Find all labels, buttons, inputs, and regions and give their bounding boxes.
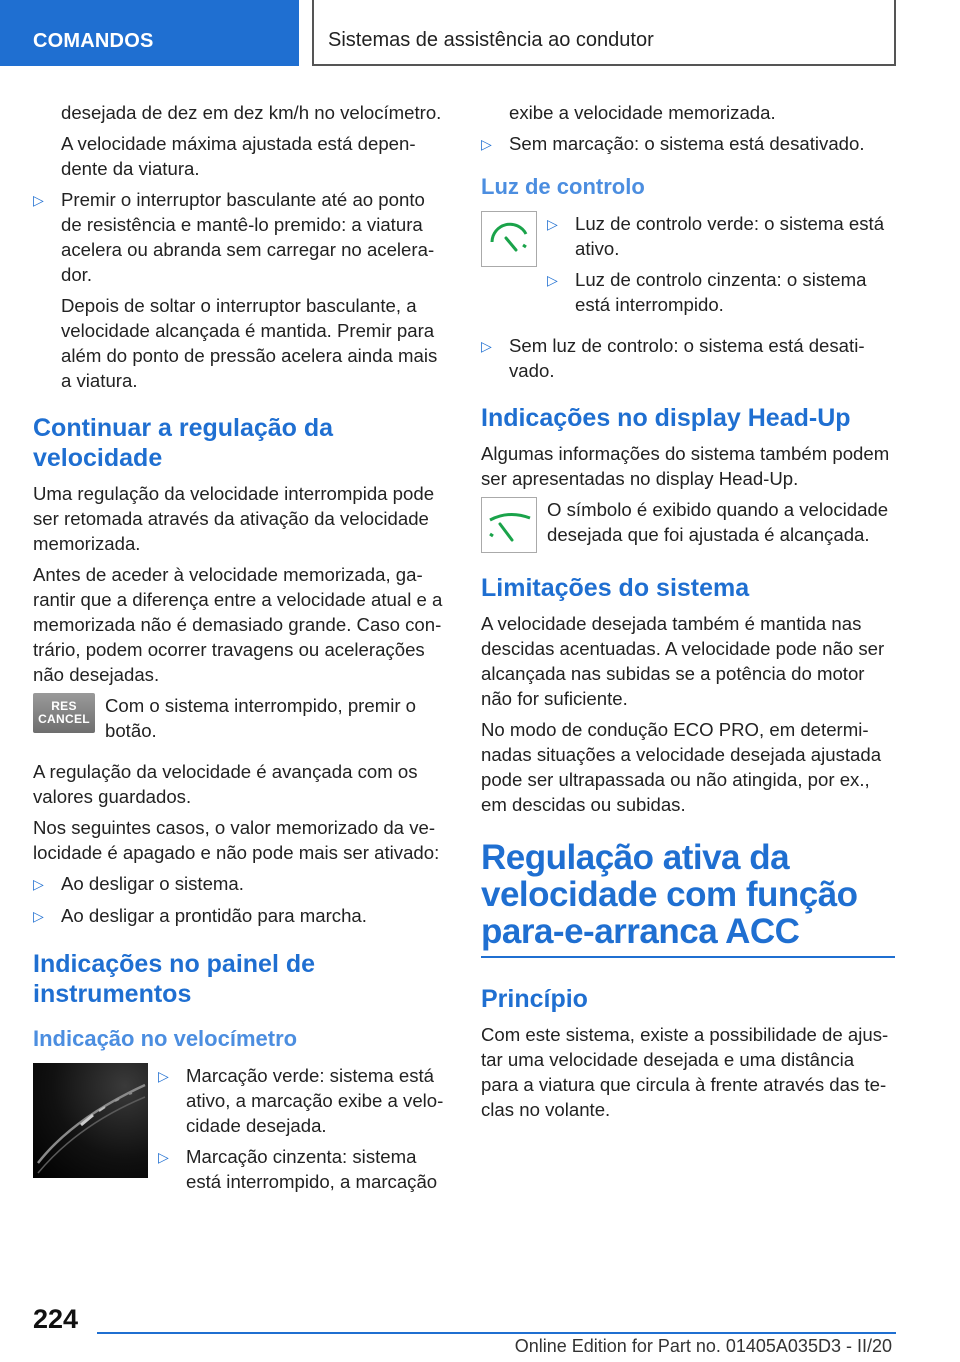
speedometer-row	[33, 1063, 447, 1200]
speedometer-marker-image	[33, 1063, 148, 1178]
heading-acc: Regulação ativa da velocidade com função para-e-arranca ACC	[481, 839, 895, 958]
list-item: ▷ Sem marcação: o sistema está desativado.	[481, 131, 895, 157]
res-cancel-button-icon: RES CANCEL	[33, 693, 95, 733]
heading-indicacoes: Indicações no painel de instrumentos	[33, 950, 316, 1008]
list-item: ▷ Ao desligar o sistema.	[33, 871, 447, 897]
bullet-triangle-icon: ▷	[158, 1068, 169, 1084]
bullet-triangle-icon: ▷	[547, 272, 558, 288]
paragraph: Com este sistema, existe a possibilidade de ajustar uma velocidade desejada e uma distância para a viatura que circula à frente através das teclas no volante.	[481, 1024, 889, 1120]
bullet-triangle-icon: ▷	[158, 1149, 169, 1165]
list-item: ▷ Marcação verde: sistema está ativo, a marcação exibe a velocidade desejada.	[158, 1065, 444, 1136]
paragraph: A regulação da velocidade é avançada com os valores guardados.	[33, 761, 418, 807]
heading-velocimetro: Indicação no velocímetro	[33, 1026, 298, 1051]
paragraph: A velocidade desejada também é mantida nas descidas acentuadas. A velocidade pode não ser alcançada nas subidas se a potência do motor não for suficiente.	[481, 613, 885, 709]
paragraph: Depois de soltar o interruptor basculante, a velocidade alcançada é mantida. Premir para além do ponto de pressão acelera ainda mais a viatura.	[61, 295, 438, 391]
footer-divider	[97, 1332, 896, 1334]
bullet-triangle-icon: ▷	[33, 192, 44, 208]
heading-head-up: Indicações no display Head-Up	[481, 404, 851, 432]
bullet-triangle-icon: ▷	[33, 908, 44, 924]
paragraph: exibe a velocidade memorizada.	[509, 102, 776, 123]
heading-continuar: Continuar a regulação da velocidade	[33, 414, 334, 472]
paragraph: Algumas informações do sistema também podem ser apresentadas no display Head-Up.	[481, 443, 890, 489]
paragraph: desejada de dez em dez km/h no velocímetro.	[61, 102, 442, 123]
paragraph: Nos seguintes casos, o valor memorizado da velocidade é apagado e não pode mais ser ativado:	[33, 817, 440, 863]
heading-luz-controlo: Luz de controlo	[481, 174, 645, 199]
paragraph: O símbolo é exibido quando a velocidade desejada que foi ajustada é alcançada.	[547, 499, 889, 545]
paragraph: Uma regulação da velocidade interrompida pode ser retomada através da ativação da velocidade memorizada.	[33, 483, 435, 554]
section-tab: COMANDOS	[0, 0, 299, 66]
paragraph: Com o sistema interrompido, premir o botão.	[105, 695, 417, 741]
bullet-triangle-icon: ▷	[481, 136, 492, 152]
list-item: ▷ Sem luz de controlo: o sistema está desativado.	[481, 335, 865, 381]
edition-note: Online Edition for Part no. 01405A035D3 - II/20	[514, 1336, 892, 1356]
right-column	[481, 100, 895, 1128]
list-item: ▷ Luz de controlo verde: o sistema está ativo.	[547, 213, 885, 259]
left-column	[33, 100, 447, 1210]
bullet-triangle-icon: ▷	[481, 338, 492, 354]
page-header	[0, 0, 960, 66]
list-item: ▷ Premir o interruptor basculante até ao ponto de resistência e mantê-lo premido: a viatura acelera ou abranda sem carregar no acelerador.	[33, 189, 435, 285]
control-light-row	[481, 211, 895, 323]
cruise-control-indicator-icon	[481, 211, 537, 267]
paragraph: Antes de aceder à velocidade memorizada, garantir que a diferença entre a velocidade atual e a memorizada não é demasiado grande. Caso contrário, podem ocorrer travagens ou acelerações não desejadas.	[33, 564, 443, 685]
bullet-triangle-icon: ▷	[33, 876, 44, 892]
heading-limitacoes: Limitações do sistema	[481, 574, 750, 602]
head-up-speed-symbol-icon	[481, 497, 537, 553]
list-item: ▷ Luz de controlo cinzenta: o sistema está interrompido.	[547, 269, 867, 315]
head-up-row	[481, 497, 895, 553]
chapter-title: Sistemas de assistência ao condutor	[312, 0, 896, 66]
page-number: 224	[33, 1304, 79, 1334]
res-cancel-row	[33, 693, 447, 749]
paragraph: A velocidade máxima ajustada está dependente da viatura.	[61, 133, 416, 179]
list-item: ▷ Marcação cinzenta: sistema está interrompido, a marcação	[158, 1146, 438, 1192]
paragraph: No modo de condução ECO PRO, em determinadas situações a velocidade desejada ajustada pode ser ultrapassada ou não atingida, por ex., em descidas ou subidas.	[481, 719, 882, 815]
heading-principio: Princípio	[481, 985, 588, 1013]
bullet-triangle-icon: ▷	[547, 216, 558, 232]
list-item: ▷ Ao desligar a prontidão para marcha.	[33, 903, 447, 929]
